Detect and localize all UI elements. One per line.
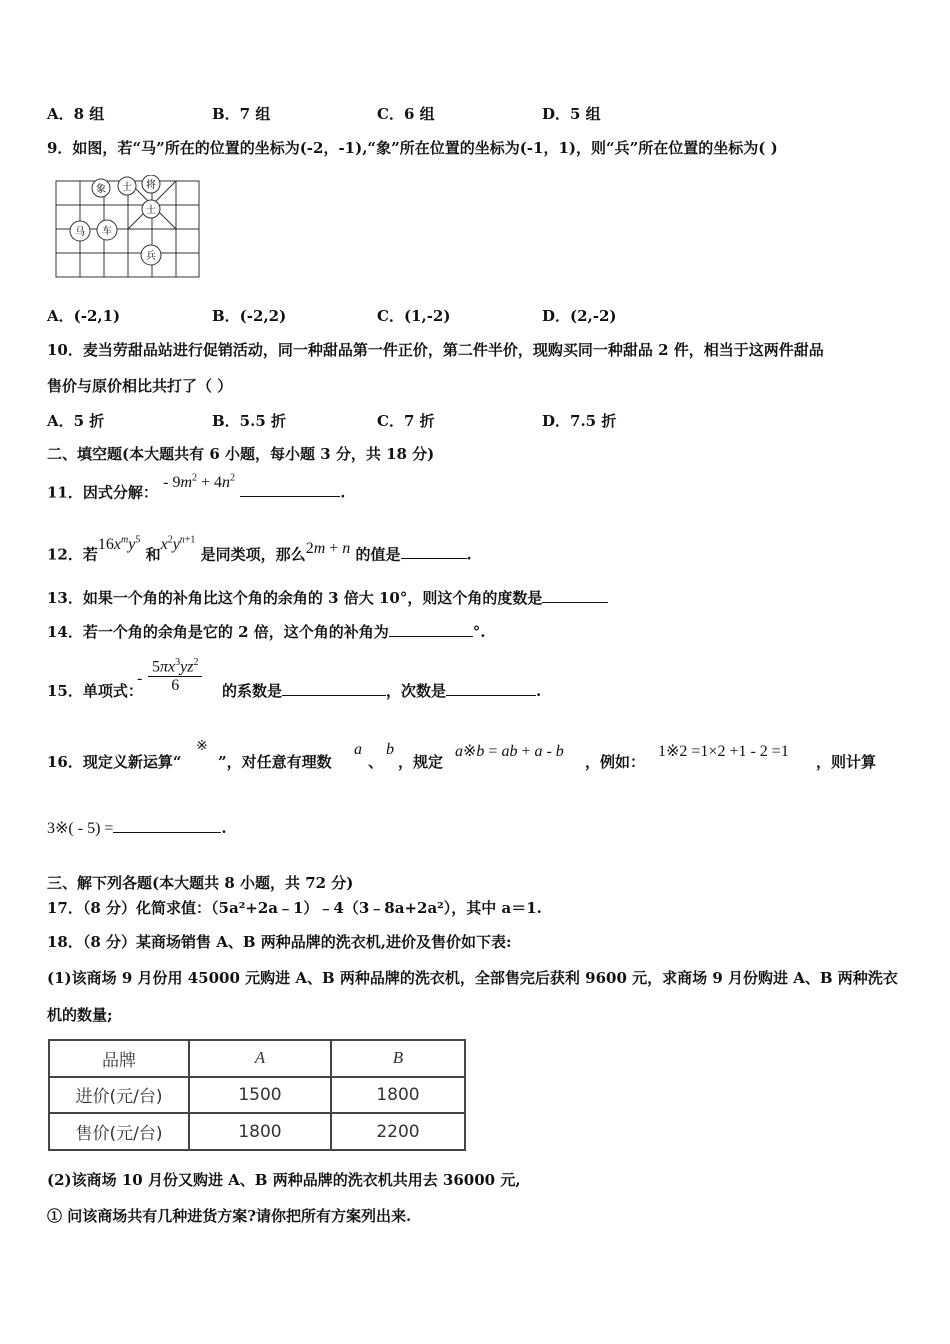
q14-suffix: °. bbox=[472, 623, 486, 641]
q15-monomial: $\frac{5\pi x^3yz^2}{6}$ bbox=[148, 657, 202, 695]
table-cell: 1500 bbox=[189, 1077, 331, 1114]
q11-suffix: . bbox=[340, 483, 346, 502]
q16-prefix: 16．现定义新运算“ bbox=[47, 753, 182, 771]
table-row bbox=[49, 1077, 465, 1114]
q16-p4: ，例如： bbox=[585, 753, 646, 771]
q16-answer-blank bbox=[113, 818, 221, 833]
table-row bbox=[49, 1113, 465, 1150]
q16-definition: a※b = ab + a - b bbox=[455, 743, 564, 760]
q12-mid: 是同类项，那么 bbox=[200, 545, 306, 564]
q12-suffix: . bbox=[466, 545, 472, 564]
table-cell: 1800 bbox=[331, 1077, 465, 1114]
q15-coefficient-blank bbox=[282, 681, 386, 696]
piece-che bbox=[97, 220, 117, 240]
table-header-row bbox=[49, 1040, 465, 1077]
q16-operator-symbol: ※ bbox=[196, 739, 208, 754]
q8-option-c: C．6 组 bbox=[377, 105, 435, 123]
q16-expression: 3※( - 5) = bbox=[47, 820, 114, 837]
q16-p3: ，规定 bbox=[398, 753, 444, 771]
q14-answer-blank bbox=[389, 622, 473, 637]
piece-ma bbox=[70, 221, 90, 241]
chess-board-figure bbox=[50, 175, 205, 280]
q11-prefix: 11．因式分解： bbox=[47, 483, 158, 502]
q16-var-b: b bbox=[386, 741, 394, 758]
q16-suffix: . bbox=[221, 819, 227, 837]
q12-answer-blank bbox=[401, 544, 467, 559]
q15-mid: 的系数是 bbox=[222, 682, 283, 700]
svg-text:将: 将 bbox=[146, 180, 156, 191]
piece-xiang bbox=[92, 179, 110, 197]
piece-shi-1 bbox=[118, 177, 136, 195]
section-3-heading: 三、解下列各题(本大题共 8 小题，共 72 分) bbox=[47, 874, 354, 892]
q8-option-d: D．5 组 bbox=[542, 105, 601, 123]
q16-compute bbox=[47, 818, 227, 839]
q18-part1-line2: 机的数量; bbox=[47, 1006, 113, 1024]
q17-text: 17．（8 分）化简求值：（5a²+2a﹣1）﹣4（3﹣8a+2a²），其中 a＝1. bbox=[47, 899, 542, 917]
table-header-cell: B bbox=[331, 1040, 465, 1077]
table-cell: 1800 bbox=[189, 1113, 331, 1150]
q9-option-d: D．(2,-2) bbox=[542, 307, 617, 325]
piece-shi-2 bbox=[142, 200, 160, 218]
q12-term-2: $x^2y^{n+1}$ bbox=[160, 535, 196, 554]
section-2-heading: 二、填空题(本大题共有 6 小题，每小题 3 分，共 18 分) bbox=[47, 445, 435, 463]
piece-bing bbox=[141, 245, 161, 265]
q15-minus: - bbox=[137, 670, 143, 687]
q9-option-a: A．(-2,1) bbox=[47, 307, 121, 325]
q15-mid2: ，次数是 bbox=[386, 682, 447, 700]
q10-option-d: D．7.5 折 bbox=[542, 412, 617, 430]
q12-and: 和 bbox=[145, 545, 161, 564]
table-cell: 进价(元/台) bbox=[49, 1077, 189, 1114]
svg-text:士: 士 bbox=[146, 205, 156, 216]
q18-part1-line1: (1)该商场 9 月份用 45000 元购进 A、B 两种品牌的洗衣机，全部售完后获利 9600 元，求商场 9 月份购进 A、B 两种洗衣 bbox=[47, 969, 898, 987]
q10-line1: 10．麦当劳甜品站进行促销活动，同一种甜品第一件正价，第二件半价，现购买同一种甜品 2 件，相当于这两件甜品 bbox=[47, 341, 824, 359]
svg-text:马: 马 bbox=[75, 227, 85, 238]
q13-text: 13．如果一个角的补角比这个角的余角的 3 倍大 10°，则这个角的度数是 bbox=[47, 589, 543, 607]
table-cell: 售价(元/台) bbox=[49, 1113, 189, 1150]
q11 bbox=[47, 473, 346, 503]
q18-part2: (2)该商场 10 月份又购进 A、B 两种品牌的洗衣机共用去 36000 元, bbox=[47, 1171, 521, 1189]
q10-option-b: B．5.5 折 bbox=[212, 412, 286, 430]
q18-part2-q1: ① 问该商场共有几种进货方案?请你把所有方案列出来. bbox=[47, 1207, 412, 1225]
q12-prefix: 12．若 bbox=[47, 545, 98, 564]
svg-text:象: 象 bbox=[96, 184, 106, 195]
q15-degree-blank bbox=[446, 681, 536, 696]
q11-answer-blank bbox=[240, 482, 340, 497]
q15-suffix: . bbox=[536, 682, 542, 700]
q12-term-1: $16x^my^5$ bbox=[97, 535, 141, 554]
q18-text: 18．（8 分）某商场销售 A、B 两种品牌的洗衣机,进价及售价如下表: bbox=[47, 933, 512, 951]
q16-p2: ”，对任意有理数 bbox=[218, 753, 332, 771]
q16-var-a: a bbox=[354, 741, 362, 758]
table-cell: 2200 bbox=[331, 1113, 465, 1150]
q14-text: 14．若一个角的余角是它的 2 倍，这个角的补角为 bbox=[47, 623, 389, 641]
piece-jiang bbox=[142, 175, 160, 193]
q14 bbox=[47, 622, 486, 642]
q16-p5: ，则计算 bbox=[816, 753, 877, 771]
q13-answer-blank bbox=[542, 588, 608, 603]
q16-sep: 、 bbox=[368, 753, 384, 771]
q10-option-a: A．5 折 bbox=[47, 412, 105, 430]
svg-text:兵: 兵 bbox=[146, 251, 156, 262]
q11-expression: - $9m^2 + 4n^2$ bbox=[163, 473, 236, 492]
q8-option-a: A．8 组 bbox=[47, 105, 105, 123]
q15-rest bbox=[222, 681, 541, 701]
price-table bbox=[48, 1039, 466, 1151]
q10-line2: 售价与原价相比共打了（ ） bbox=[47, 377, 233, 395]
q15-prefix: 15．单项式： bbox=[47, 682, 143, 700]
table-header-cell: 品牌 bbox=[49, 1040, 189, 1077]
q12-end: 的值是 bbox=[355, 545, 401, 564]
q12 bbox=[47, 535, 472, 565]
q8-option-b: B．7 组 bbox=[212, 105, 271, 123]
table-header-cell: A bbox=[189, 1040, 331, 1077]
q9-text: 9．如图，若“马”所在的位置的坐标为(-2，-1),“象”所在位置的坐标为(-1，1)，则“兵”所在位置的坐标为( ) bbox=[47, 139, 778, 157]
svg-text:士: 士 bbox=[122, 182, 132, 193]
q12-expression: 2m + n bbox=[305, 540, 351, 558]
q16-example: 1※2 =1×2 +1 - 2 =1 bbox=[658, 743, 789, 760]
q9-option-c: C．(1,-2) bbox=[377, 307, 451, 325]
q10-option-c: C．7 折 bbox=[377, 412, 435, 430]
svg-text:车: 车 bbox=[102, 226, 112, 237]
q9-option-b: B．(-2,2) bbox=[212, 307, 287, 325]
q13 bbox=[47, 588, 608, 608]
